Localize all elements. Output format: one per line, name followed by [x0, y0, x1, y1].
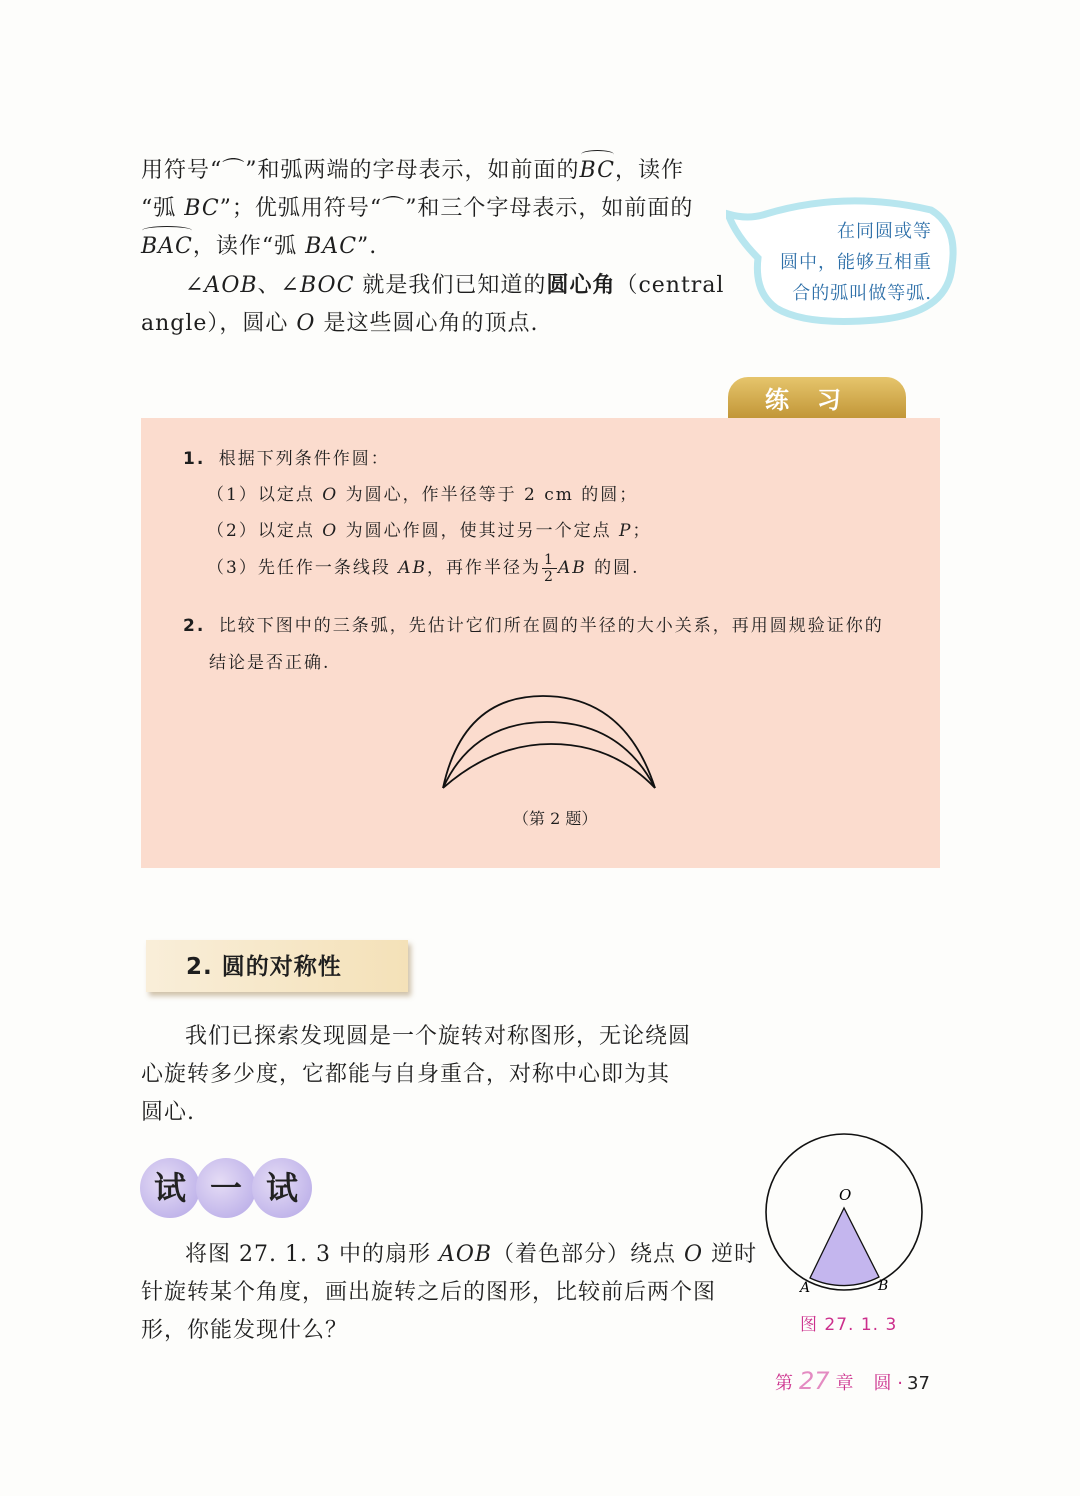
section-title: 圆的对称性 — [221, 954, 342, 980]
text: ； — [632, 521, 652, 541]
text: （着色部分）绕点 — [492, 1242, 685, 1267]
denominator: 2 — [544, 569, 555, 585]
text: 逆时 — [703, 1242, 758, 1267]
page-number: 37 — [907, 1373, 930, 1394]
text: （1）以定点 — [207, 485, 323, 505]
text: AB — [557, 558, 587, 578]
fraction-one-half — [542, 552, 557, 585]
text: ，读作 — [614, 158, 684, 183]
text: 为圆心作圆，使其过另一个定点 — [338, 521, 619, 541]
section-number: 2. — [186, 954, 213, 980]
text: O — [322, 485, 339, 505]
text: 为圆心，作半径等于 2 cm 的圆； — [338, 485, 639, 505]
text: （3）先任作一条线段 — [207, 558, 399, 578]
label-a: A — [800, 1280, 811, 1296]
sector-aob — [810, 1208, 879, 1286]
try-it-char: 试 — [252, 1158, 312, 1218]
try-line-1 — [141, 1236, 758, 1274]
exercise-1-1 — [207, 480, 638, 505]
text: O — [296, 311, 316, 336]
exercise-number: 1. — [183, 449, 206, 469]
try-it-char: 一 — [196, 1158, 256, 1218]
text: 就是我们已知道的 — [354, 273, 547, 298]
numerator: 1 — [544, 552, 555, 568]
text: （central — [615, 273, 725, 298]
label-b: B — [878, 1278, 889, 1294]
figure-caption-q2: （第 2 题） — [513, 809, 598, 828]
three-arcs-figure — [433, 690, 673, 800]
text: ∠BOC — [280, 273, 355, 298]
text: 用符号“ — [141, 158, 223, 183]
intro-line-2 — [141, 190, 711, 228]
text: AOB — [438, 1242, 493, 1267]
try-line-3: 形，你能发现什么？ — [141, 1318, 349, 1343]
text: O — [684, 1242, 704, 1267]
practice-box — [141, 418, 940, 868]
text: ，读作“弧 — [192, 234, 306, 259]
text: ”. — [357, 234, 378, 259]
text: P — [618, 521, 633, 541]
arc-bac: BAC — [141, 228, 193, 266]
text: O — [322, 521, 339, 541]
text: BC — [184, 196, 220, 221]
arc-middle — [443, 722, 655, 788]
chapter-prefix: 第 — [775, 1373, 793, 1394]
bubble-line: 在同圆或等 — [837, 221, 932, 242]
bubble-line: 合的弧叫做等弧. — [792, 283, 932, 304]
text: 比较下图中的三条弧，先估计它们所在圆的半径的大小关系，再用圆规验证你的 — [218, 616, 884, 636]
text: 是这些圆心角的顶点. — [315, 311, 539, 336]
arc-inner — [443, 744, 655, 788]
chapter-suffix: 章 — [835, 1373, 854, 1394]
text: （2）以定点 — [207, 521, 323, 541]
arc-symbol: ⌒ — [382, 196, 406, 221]
central-angle-line-2 — [141, 305, 711, 343]
section-heading — [146, 940, 408, 992]
figure-caption: 图 27. 1. 3 — [800, 1315, 898, 1335]
paragraph-line: 心旋转多少度，它都能与自身重合，对称中心即为其 — [141, 1062, 671, 1087]
circle-sector-figure — [760, 1126, 930, 1306]
chapter-title: 圆 — [873, 1373, 892, 1394]
note-bubble — [726, 196, 958, 330]
separator-dot: · — [897, 1373, 904, 1394]
term-central-angle: 圆心角 — [546, 272, 616, 298]
text: “弧 — [141, 196, 185, 221]
chapter-number: 27 — [799, 1367, 830, 1395]
page-footer — [775, 1367, 930, 1395]
exercise-1 — [183, 444, 390, 469]
try-it-heading — [138, 1158, 318, 1218]
text: ∠AOB — [185, 273, 258, 298]
intro-paragraph — [141, 152, 725, 343]
practice-tab: 练习 — [728, 377, 906, 421]
exercise-2-line-2: 结论是否正确. — [209, 653, 331, 673]
try-line-2: 针旋转某个角度，画出旋转之后的图形，比较前后两个图 — [141, 1280, 717, 1305]
paragraph-line: 我们已探索发现圆是一个旋转对称图形，无论绕圆 — [185, 1024, 692, 1049]
paragraph-line: 圆心. — [141, 1100, 195, 1125]
bubble-text — [762, 216, 932, 309]
text: AB — [398, 558, 428, 578]
try-it-paragraph — [141, 1236, 758, 1350]
text: ，再作半径为 — [427, 558, 542, 578]
symmetry-paragraph — [141, 1018, 711, 1132]
text: angle），圆心 — [141, 311, 297, 336]
exercise-1-2 — [207, 516, 651, 541]
text: ”和弧两端的字母表示，如前面的 — [245, 158, 580, 183]
intro-line-3 — [141, 228, 711, 266]
bubble-line: 圆中，能够互相重 — [780, 252, 932, 273]
text: ”；优弧用符号“ — [219, 196, 383, 221]
text: 根据下列条件作圆： — [218, 449, 390, 469]
text: 的圆. — [586, 558, 640, 578]
arc-outer — [443, 696, 655, 788]
text: 将图 27. 1. 3 中的扇形 — [185, 1242, 439, 1267]
exercise-1-3 — [207, 552, 640, 585]
label-o: O — [839, 1186, 852, 1204]
exercise-number: 2. — [183, 616, 206, 636]
arc-bc: BC — [580, 152, 615, 190]
exercise-2 — [183, 611, 884, 636]
text: 、 — [257, 273, 281, 298]
central-angle-line-1 — [141, 266, 725, 305]
arc-symbol: ⌒ — [222, 158, 246, 183]
intro-line-1 — [141, 152, 711, 190]
text: BAC — [305, 234, 358, 259]
text: ”和三个字母表示，如前面的 — [405, 196, 694, 221]
try-it-char: 试 — [140, 1158, 200, 1218]
